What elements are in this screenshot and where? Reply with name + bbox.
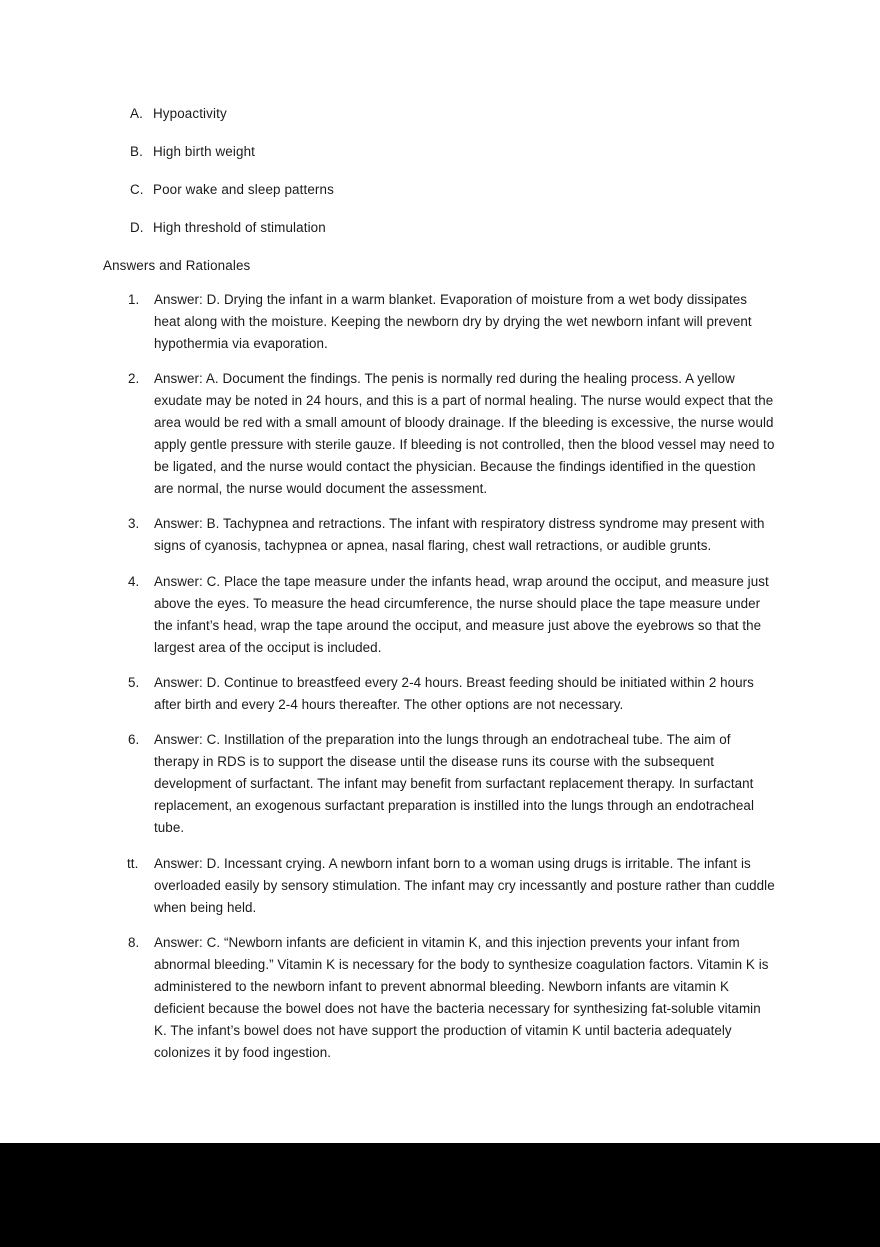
answer-option <box>0 217 880 239</box>
rationale-text: Answer: D. Continue to breastfeed every 2-4 hours. Breast feeding should be initiated within 2 hours after birth and every 2-4 hours thereafter. The other options are not necessary. <box>154 674 754 712</box>
option-marker: B. <box>130 144 143 159</box>
rationale-text: Answer: A. Document the findings. The penis is normally red during the healing process. A yellow exudate may be noted in 24 hours, and this is a part of normal healing. The nurse would expect that the area would be red with a small amount of bloody drainage. If the bleeding is excessive, the nurse would apply gentle pressure with sterile gauze. If bleeding is not controlled, then the blood vessel may need to be ligated, and the nurse would contact the physician. Because the findings identified in the question are normal, the nurse would document the assessment. <box>154 370 775 497</box>
rationale-item <box>0 932 880 1065</box>
option-marker: C. <box>130 182 144 197</box>
answer-option <box>0 141 880 163</box>
option-text: Poor wake and sleep patterns <box>153 182 334 197</box>
rationale-marker: 5. <box>128 674 140 690</box>
option-marker: D. <box>130 220 144 235</box>
rationale-item <box>0 672 880 716</box>
answer-option <box>0 103 880 125</box>
bottom-black-band <box>0 1143 880 1247</box>
rationale-marker: 1. <box>128 291 140 307</box>
rationale-item <box>0 513 880 557</box>
answer-option <box>0 179 880 201</box>
rationale-text: Answer: D. Incessant crying. A newborn infant born to a woman using drugs is irritable. The infant is overloaded easily by sensory stimulation. The infant may cry incessantly and posture rather than cuddle when being held. <box>154 855 775 915</box>
rationale-text: Answer: C. Instillation of the preparation into the lungs through an endotracheal tube. The aim of therapy in RDS is to support the disease until the disease runs its course with the subsequent development of surfactant. The infant may benefit from surfactant replacement therapy. In surfactant replacement, an exogenous surfactant preparation is instilled into the lungs through an endotracheal tube. <box>154 732 754 836</box>
rationale-marker: 2. <box>128 370 140 386</box>
rationale-item <box>0 571 880 659</box>
section-heading: Answers and Rationales <box>103 258 251 273</box>
rationale-text: Answer: B. Tachypnea and retractions. The infant with respiratory distress syndrome may present with signs of cyanosis, tachypnea or apnea, nasal flaring, chest wall retractions, or audible grunts. <box>154 516 765 554</box>
rationale-marker: 8. <box>128 934 140 950</box>
rationale-marker: 6. <box>128 732 140 748</box>
rationale-marker: tt. <box>127 855 139 871</box>
rationale-item <box>0 853 880 919</box>
rationale-text: Answer: C. Place the tape measure under the infants head, wrap around the occiput, and measure just above the eyes. To measure the head circumference, the nurse should place the tape measure under the infant’s head, wrap the tape around the occiput, and measure just above the eyebrows so that the largest area of the occiput is included. <box>154 573 769 655</box>
option-text: High birth weight <box>153 144 256 159</box>
rationale-item <box>0 289 880 355</box>
rationale-item <box>0 729 880 839</box>
rationale-text: Answer: C. “Newborn infants are deficient in vitamin K, and this injection prevents your infant from abnormal bleeding.” Vitamin K is necessary for the body to synthesize coagulation factors. Vitamin K is administered to the newborn infant to prevent abnormal bleeding. Newborn infants are vitamin K deficient because the bowel does not have the bacteria necessary for synthesizing fat-soluble vitamin K. The infant’s bowel does not have support the production of vitamin K until bacteria adequately colonizes it by food ingestion. <box>154 934 769 1061</box>
answer-option-list <box>0 103 880 239</box>
option-text: High threshold of stimulation <box>153 220 326 235</box>
rationale-marker: 3. <box>128 516 140 532</box>
option-text: Hypoactivity <box>153 106 227 121</box>
rationale-text: Answer: D. Drying the infant in a warm blanket. Evaporation of moisture from a wet body dissipates heat along with the moisture. Keeping the newborn dry by drying the wet newborn infant will prevent hypothermia via evaporation. <box>154 291 752 351</box>
rationale-marker: 4. <box>128 573 140 589</box>
option-marker: A. <box>130 106 143 121</box>
rationale-item <box>0 368 880 501</box>
rationale-list <box>0 289 880 1065</box>
